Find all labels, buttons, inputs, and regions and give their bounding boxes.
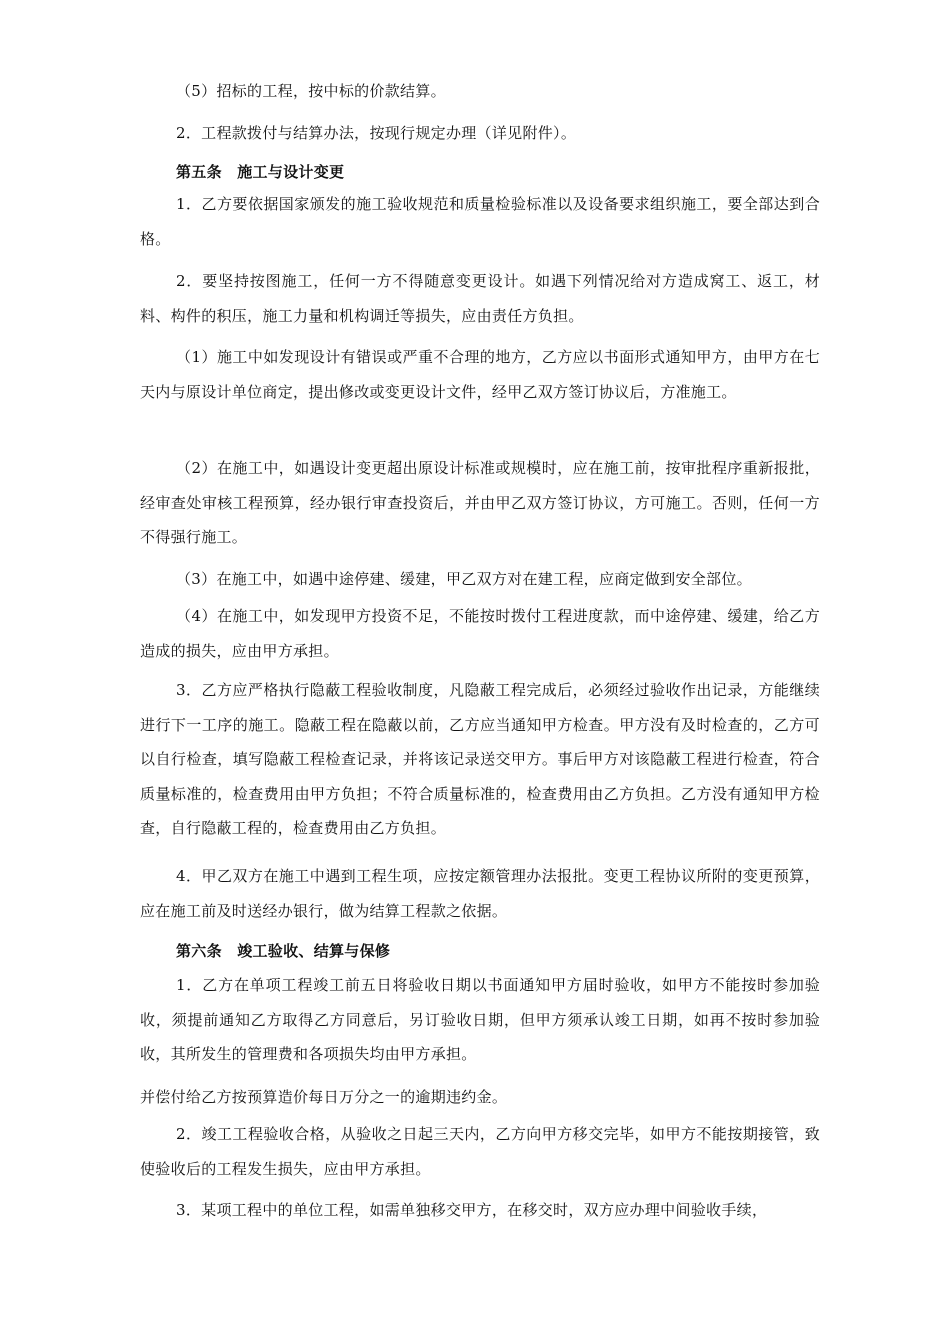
article-5-item-3: 3．乙方应严格执行隐蔽工程验收制度，凡隐蔽工程完成后，必须经过验收作出记录，方能继续进行下一工序的施工。隐蔽工程在隐蔽以前，乙方应当通知甲方检查。甲方没有及时检查的，乙方可以自行检查，填写隐蔽工程检查记录，并将该记录送交甲方。事后甲方对该隐蔽工程进行检查，符合质量标准的，检查费用由甲方负担；不符合质量标准的，检查费用由乙方负担。乙方没有通知甲方检查，自行隐蔽工程的，检查费用由乙方负担。: [140, 681, 820, 838]
article-5-heading: 第五条 施工与设计变更: [176, 163, 345, 181]
article-6-item-1-continuation: 并偿付给乙方按预算造价每日万分之一的逾期违约金。: [140, 1088, 508, 1106]
article-6-item-2: 2．竣工工程验收合格，从验收之日起三天内，乙方向甲方移交完毕，如甲方不能按期接管，致使验收后的工程发生损失，应由甲方承担。: [140, 1125, 820, 1178]
article-5-sub-1: （1）施工中如发现设计有错误或严重不合理的地方，乙方应以书面形式通知甲方，由甲方在七天内与原设计单位商定，提出修改或变更设计文件，经甲乙双方签订协议后，方准施工。: [140, 348, 820, 401]
paragraph-5-tender: （5）招标的工程，按中标的价款结算。: [176, 82, 446, 100]
article-6-item-1: 1．乙方在单项工程竣工前五日将验收日期以书面通知甲方届时验收，如甲方不能按时参加验收，须提前通知乙方取得乙方同意后，另订验收日期，但甲方须承认竣工日期，如再不按时参加验收，其所发生的管理费和各项损失均由甲方承担。: [140, 976, 820, 1064]
article-5-sub-2: （2）在施工中，如遇设计变更超出原设计标准或规模时，应在施工前，按审批程序重新报批，经审查处审核工程预算，经办银行审查投资后，并由甲乙双方签订协议，方可施工。否则，任何一方不得强行施工。: [140, 459, 820, 547]
paragraph-2-payment: 2．工程款拨付与结算办法，按现行规定办理（详见附件）。: [176, 124, 577, 142]
article-5-item-2: 2．要坚持按图施工，任何一方不得随意变更设计。如遇下列情况给对方造成窝工、返工，材料、构件的积压，施工力量和机构调迁等损失，应由责任方负担。: [140, 272, 820, 325]
article-5-sub-3: （3）在施工中，如遇中途停建、缓建，甲乙双方对在建工程，应商定做到安全部位。: [176, 570, 752, 588]
article-5-sub-4: （4）在施工中，如发现甲方投资不足，不能按时拨付工程进度款，而中途停建、缓建，给乙方造成的损失，应由甲方承担。: [140, 607, 820, 660]
article-6-heading: 第六条 竣工验收、结算与保修: [176, 942, 391, 960]
article-5-item-1: 1．乙方要依据国家颁发的施工验收规范和质量检验标准以及设备要求组织施工，要全部达到合格。: [140, 195, 820, 248]
article-5-item-4: 4．甲乙双方在施工中遇到工程生项，应按定额管理办法报批。变更工程协议所附的变更预算，应在施工前及时送经办银行，做为结算工程款之依据。: [140, 867, 820, 920]
article-6-item-3: 3．某项工程中的单位工程，如需单独移交甲方，在移交时，双方应办理中间验收手续，: [176, 1201, 768, 1219]
